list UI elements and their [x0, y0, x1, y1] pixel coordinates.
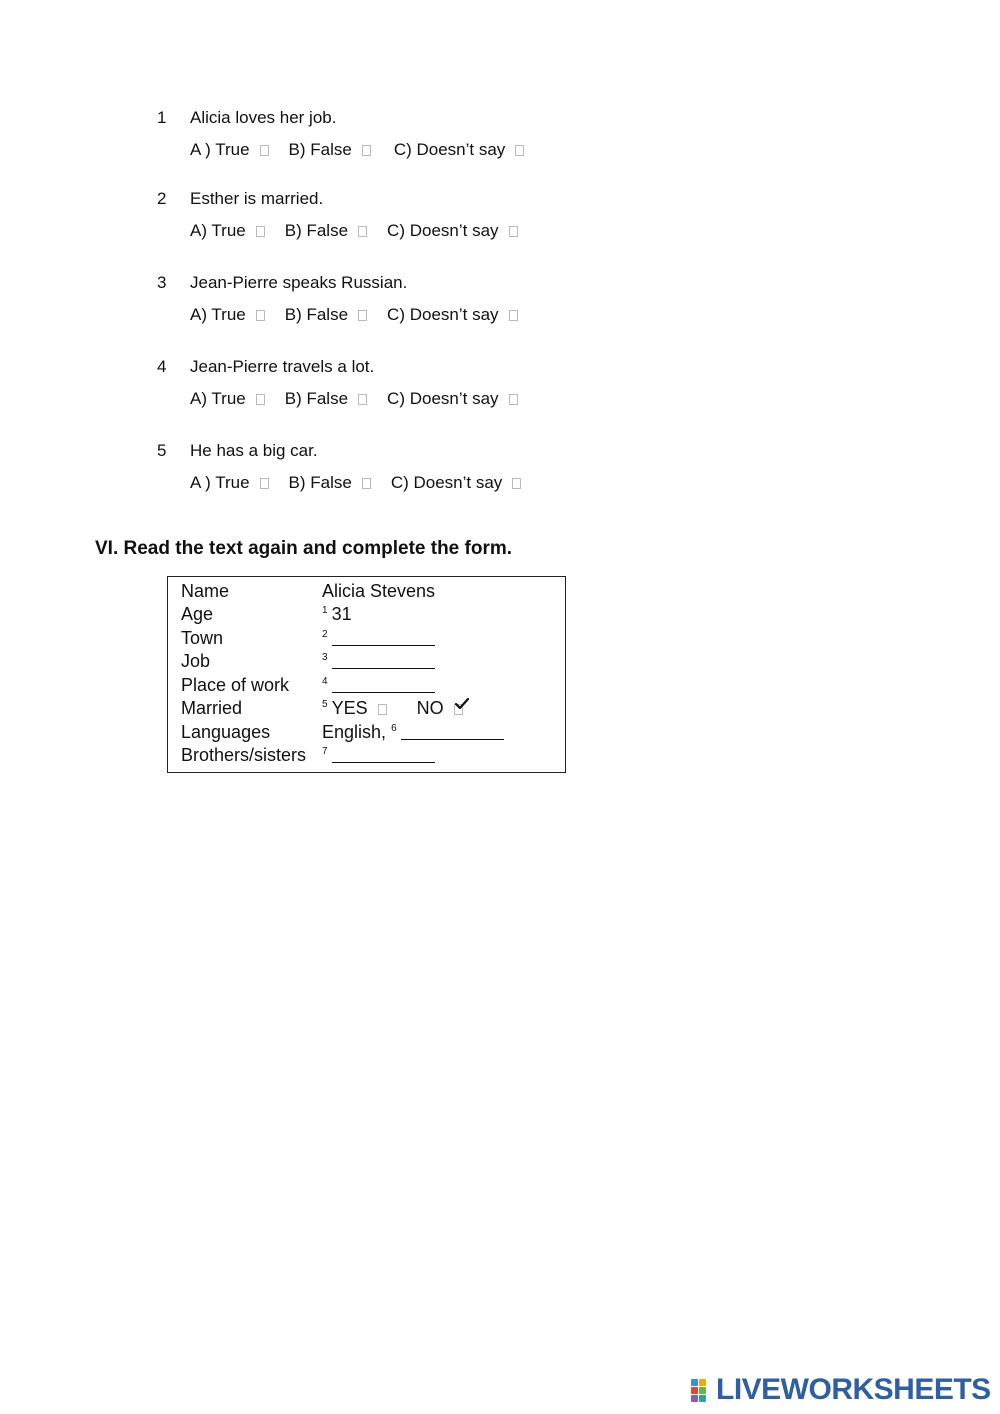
option-b[interactable]: B) False [285, 305, 367, 325]
section-title: VI. Read the text again and complete the form. [95, 538, 513, 559]
checkbox[interactable] [509, 310, 518, 321]
option-a[interactable]: A) True [190, 389, 265, 409]
answer-blank[interactable] [332, 652, 435, 669]
form-value [322, 628, 435, 649]
logo-tiles-icon [690, 1378, 716, 1404]
item-number: 3 [322, 652, 328, 663]
form-value [322, 651, 435, 672]
option-b[interactable]: B) False [289, 140, 371, 160]
question-number: 1 [157, 108, 167, 127]
options-row [190, 473, 521, 493]
item-number: 6 [391, 723, 397, 734]
question-text: He has a big car. [190, 441, 318, 460]
checkbox[interactable] [358, 394, 367, 405]
yes-checkbox[interactable] [378, 704, 387, 715]
option-c[interactable]: C) Doesn’t say [387, 221, 517, 241]
form-label: Married [181, 698, 243, 718]
checkbox[interactable] [358, 310, 367, 321]
checkbox[interactable] [256, 310, 265, 321]
option-c[interactable]: C) Doesn’t say [387, 389, 517, 409]
option-a[interactable]: A) True [190, 221, 265, 241]
form-label: Languages [181, 722, 271, 742]
checkbox[interactable] [509, 226, 518, 237]
item-number: 1 [322, 605, 328, 616]
checkbox[interactable] [358, 226, 367, 237]
answer-blank[interactable] [401, 723, 504, 740]
option-a[interactable]: A ) True [190, 140, 269, 160]
checkmark-icon [454, 697, 470, 711]
form-value: Alicia Stevens [322, 581, 436, 601]
checkbox[interactable] [512, 478, 521, 489]
form-label: Age [181, 604, 214, 624]
checkbox[interactable] [260, 478, 269, 489]
checkbox[interactable] [509, 394, 518, 405]
option-c[interactable]: C) Doesn’t say [387, 305, 517, 325]
logo-text: LIVEWORKSHEETS [716, 1373, 991, 1406]
checkbox[interactable] [362, 478, 371, 489]
checkbox[interactable] [260, 145, 269, 156]
no-label: NO [416, 698, 444, 718]
checkbox[interactable] [362, 145, 371, 156]
question-text: Jean-Pierre speaks Russian. [190, 273, 408, 292]
question-number: 3 [157, 273, 167, 292]
options-row [190, 389, 518, 409]
item-number: 7 [322, 746, 328, 757]
form-value [322, 745, 435, 766]
answer-blank[interactable] [332, 676, 435, 693]
form-label: Name [181, 581, 230, 601]
form-value: $^1$ 31 [322, 604, 352, 624]
form-value [322, 698, 463, 719]
options-row [190, 221, 518, 241]
checkbox[interactable] [256, 394, 265, 405]
option-c[interactable]: C) Doesn’t say [391, 473, 521, 493]
form-value [322, 675, 435, 696]
question-text: Alicia loves her job. [190, 108, 337, 127]
question-number: 5 [157, 441, 167, 460]
answer-blank[interactable] [332, 746, 435, 763]
form-value: English, $^6$ [322, 722, 504, 743]
item-number: 2 [322, 629, 328, 640]
checkbox[interactable] [256, 226, 265, 237]
option-b[interactable]: B) False [285, 389, 367, 409]
answer-blank[interactable] [332, 629, 435, 646]
options-row [190, 140, 524, 160]
option-a[interactable]: A) True [190, 305, 265, 325]
personal-form [167, 576, 566, 773]
option-b[interactable]: B) False [285, 221, 367, 241]
option-a[interactable]: A ) True [190, 473, 269, 493]
question-text: Jean-Pierre travels a lot. [190, 357, 375, 376]
question-number: 4 [157, 357, 167, 376]
form-label: Town [181, 628, 224, 648]
yes-label: YES [331, 698, 368, 718]
options-row [190, 305, 518, 325]
question-number: 2 [157, 189, 167, 208]
form-label: Place of work [181, 675, 290, 695]
form-label: Job [181, 651, 211, 671]
checkbox[interactable] [515, 145, 524, 156]
question-text: Esther is married. [190, 189, 324, 208]
item-number: 5 [322, 699, 328, 710]
no-checkbox[interactable] [454, 704, 463, 715]
option-c[interactable]: C) Doesn’t say [394, 140, 524, 160]
form-label: Brothers/sisters [181, 745, 307, 765]
item-number: 4 [322, 676, 328, 687]
option-b[interactable]: B) False [289, 473, 371, 493]
